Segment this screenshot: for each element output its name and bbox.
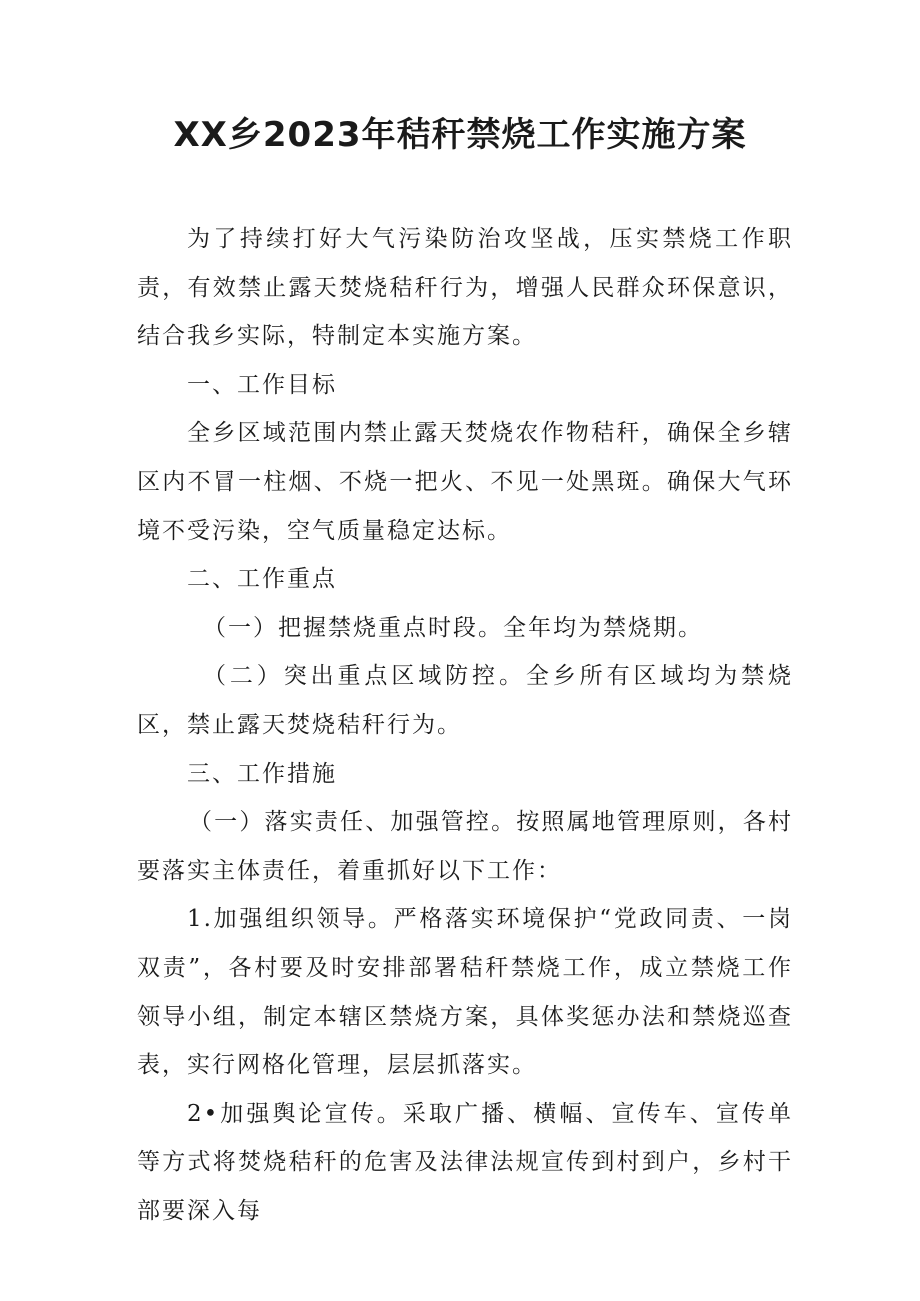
measure-1-paragraph: 1.加强组织领导。严格落实环境保护“党政同责、一岗双责”，各村要及时安排部署秸秆禁烧工作，成立禁烧工作领导小组，制定本辖区禁烧方案，具体奖惩办法和禁烧巡查表，实行网格化管理，层层抓落实。: [137, 906, 793, 1079]
document-body: [137, 215, 793, 1235]
section2-item-2: （二）突出重点区域防控。全乡所有区域均为禁烧区，禁止露天焚烧秸秆行为。: [137, 663, 793, 738]
section3-heading: 三、工作措施: [187, 760, 337, 787]
document-title: XX乡2023年秸秆禁烧工作实施方案: [173, 115, 747, 155]
section1-paragraph: 全乡区域范围内禁止露天焚烧农作物秸秆，确保全乡辖区内不冒一柱烟、不烧一把火、不见一处黑斑。确保大气环境不受污染，空气质量稳定达标。: [137, 420, 793, 544]
section1-heading: 一、工作目标: [187, 371, 337, 398]
section2-item-1: （一）把握禁烧重点时段。全年均为禁烧期。: [203, 614, 703, 641]
intro-paragraph: 为了持续打好大气污染防治攻坚战，压实禁烧工作职责，有效禁止露天焚烧秸秆行为，增强人民群众环保意识，结合我乡实际，特制定本实施方案。: [137, 226, 793, 350]
section2-heading: 二、工作重点: [187, 566, 337, 593]
measure-2-paragraph: 2•加强舆论宣传。采取广播、横幅、宣传车、宣传单等方式将焚烧秸秆的危害及法律法规宣传到村到户，乡村干部要深入每: [137, 1100, 793, 1224]
section3-item-1: （一）落实责任、加强管控。按照属地管理原则，各村要落实主体责任，着重抓好以下工作：: [137, 809, 793, 884]
